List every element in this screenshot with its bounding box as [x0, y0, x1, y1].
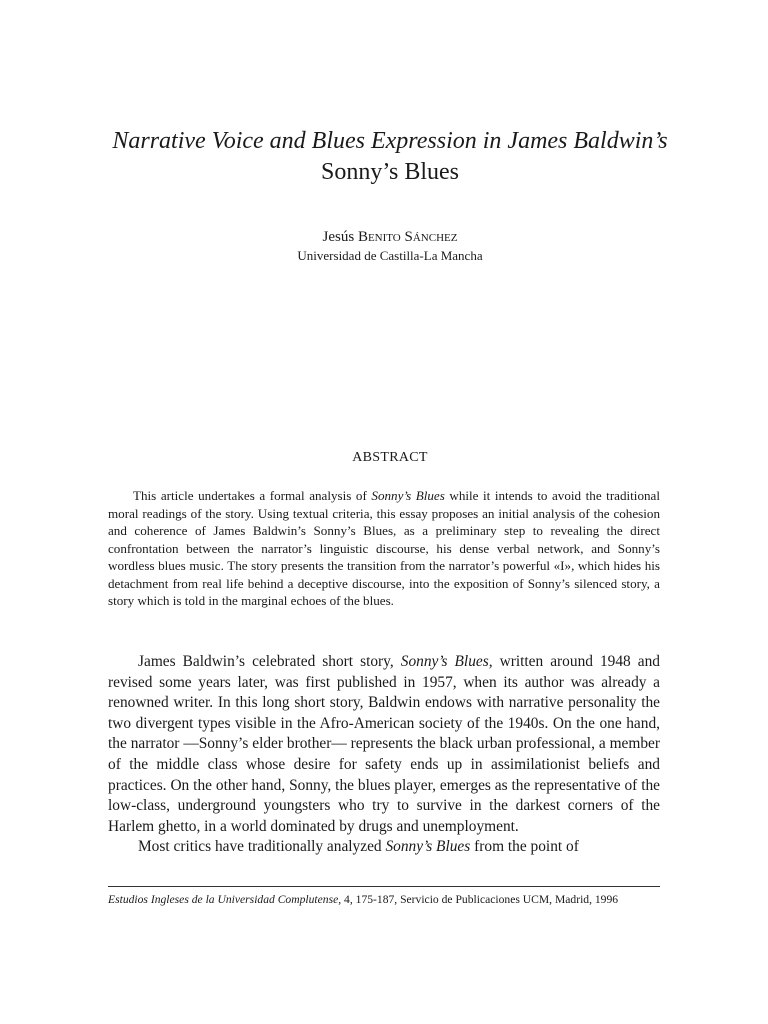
footer-divider [108, 886, 660, 887]
body-p2-rest: from the point of [474, 838, 579, 856]
author-surname: Benito Sánchez [357, 229, 458, 245]
body-p1-story-title: Sonny’s Blues, [400, 653, 493, 670]
abstract-text-start: This article undertakes a formal analysis of [133, 488, 367, 503]
body-text [108, 652, 660, 858]
citation-details: 4, 175-187, Servicio de Publicaciones UCM, Madrid, 1996 [344, 893, 619, 906]
body-paragraph-1 [108, 652, 660, 837]
abstract-text-rest: while it intends to avoid the traditional moral readings of the story. Using textual criteria, this essay proposes an initial analysis of the cohesion and coherence of James Baldwin’s Sonny’s Blues, as a preliminary step to revealing the direct confrontation between the narrator’s linguistic discourse, his dense verbal network, and Sonny’s wordless blues music. The story presents the transition from the narrator’s powerful «I», which hides his detachment from real life behind a deceptive discourse, into the exposition of Sonny’s silenced story, a story which is told in the marginal echoes of the blues. [108, 488, 660, 608]
author-given-name: Jesús [322, 229, 355, 245]
abstract-heading: ABSTRACT [352, 450, 428, 465]
journal-citation [108, 892, 668, 907]
body-p2-start: Most critics have traditionally analyzed [138, 838, 382, 856]
body-p1-start: James Baldwin’s celebrated short story, [138, 653, 394, 670]
body-p2-story-title: Sonny’s Blues [385, 838, 471, 856]
body-p1-rest: written around 1948 and revised some years later, was first published in 1957, when its author was already a renowned writer. In this long short story, Baldwin endows with narrative personality the two divergent types visible in the Afro-American society of the 1940s. On the one hand, the narrator —Sonny’s elder brother— represents the black urban professional, a member of the middle class whose desire for safety ends up in assimilationist beliefs and practices. On the other hand, Sonny, the blues player, emerges as the representative of the low-class, underground youngsters who try to survive in the darkest corners of the Harlem ghetto, in a world dominated by drugs and unemployment. [108, 653, 660, 835]
title-story-name: Sonny’s Blues [320, 159, 460, 185]
body-paragraph-2 [108, 837, 660, 858]
title-italic-part: Narrative Voice and Blues Expression in James Baldwin’s [112, 128, 668, 154]
abstract-story-title: Sonny’s Blues [371, 488, 445, 503]
article-title [100, 126, 680, 188]
author-name [150, 228, 630, 246]
journal-name: Estudios Ingleses de la Universidad Complutense, [108, 893, 342, 906]
author-affiliation: Universidad de Castilla-La Mancha [297, 248, 483, 263]
abstract-text [108, 487, 660, 610]
